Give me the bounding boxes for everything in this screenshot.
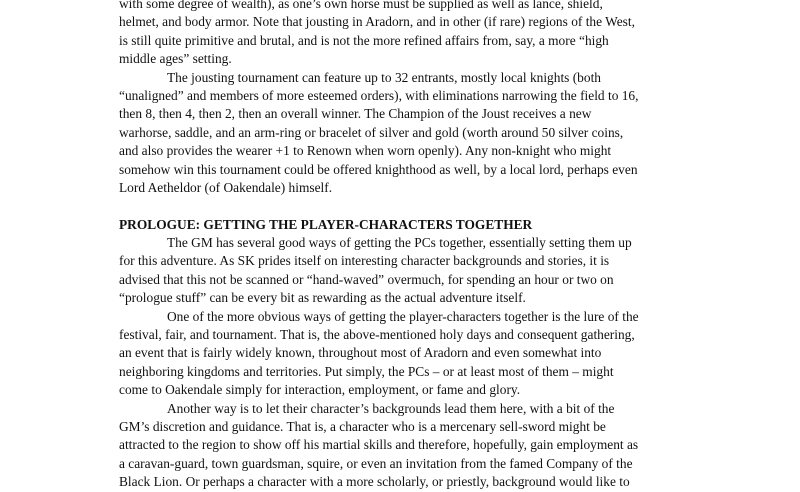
text-line: for this adventure. As SK prides itself on interesting character backgrounds and stories, it is bbox=[119, 253, 610, 269]
text-line: “prologue stuff” can be every bit as rewarding as the actual adventure itself. bbox=[119, 290, 526, 306]
text-line: Another way is to let their character’s backgrounds lead them here, with a bit of the bbox=[167, 400, 615, 416]
text-line: attracted to the region to show off his martial skills and therefore, hopefully, gain employment as bbox=[119, 437, 639, 453]
text-line: The jousting tournament can feature up to 32 entrants, mostly local knights (both bbox=[167, 69, 601, 85]
text-line: then 8, then 4, then 2, then an overall winner. The Champion of the Joust receives a new bbox=[119, 106, 592, 122]
text-line: festival, fair, and tournament. That is, the above-mentioned holy days and consequent gathering, bbox=[119, 327, 635, 343]
text-line: and also provides the wearer +1 to Renown when worn openly). Any non-knight who might bbox=[119, 143, 612, 159]
text-line: middle ages” setting. bbox=[119, 51, 232, 67]
text-line: somehow win this tournament could be offered knighthood as well, by a local lord, perhaps even bbox=[119, 161, 638, 177]
paragraph-spacer bbox=[119, 197, 699, 215]
text-line: GM’s discretion and guidance. That is, a character who is a mercenary sell-sword might be bbox=[119, 418, 606, 434]
paragraph-gm-options bbox=[119, 234, 699, 308]
text-line: Black Lion. Or perhaps a character with a more scholarly, or priestly, background would like to bbox=[119, 474, 630, 490]
text-line: a caravan-guard, town guardsman, squire, or even an invitation from the famed Company of the bbox=[119, 455, 633, 471]
section-heading: PROLOGUE: GETTING THE PLAYER-CHARACTERS TOGETHER bbox=[119, 216, 533, 232]
text-line: an event that is fairly widely known, throughout most of Aradorn and even somewhat into bbox=[119, 345, 602, 361]
text-line: warhorse, saddle, and an arm-ring or bracelet of silver and gold (worth around 50 silver coins, bbox=[119, 124, 624, 140]
text-line: One of the more obvious ways of getting the player-characters together is the lure of the bbox=[167, 308, 639, 324]
text-line: helmet, and body armor. Note that jousting in Aradorn, and in other (if rare) regions of the West, bbox=[119, 14, 635, 30]
text-line: come to Oakendale simply for interaction, employment, or fame and glory. bbox=[119, 382, 521, 398]
paragraph-festival-lure bbox=[119, 308, 699, 400]
paragraph-jousting-tournament bbox=[119, 69, 699, 198]
text-line: is still quite primitive and brutal, and is not the more refined affairs from, say, a more “high bbox=[119, 32, 609, 48]
text-line: with some degree of wealth), as one’s own horse must be supplied as well as lance, shield, bbox=[119, 0, 603, 11]
text-line: advised that this not be scanned or “hand-waved” overmuch, for spending an hour or two on bbox=[119, 271, 614, 287]
text-line: Lord Aetheldor (of Oakendale) himself. bbox=[119, 179, 333, 195]
text-line: The GM has several good ways of getting the PCs together, essentially setting them up bbox=[167, 235, 632, 251]
text-column bbox=[119, 0, 699, 492]
paragraph-character-backgrounds bbox=[119, 400, 699, 492]
text-line: neighboring kingdoms and territories. Put simply, the PCs – or at least most of them – might bbox=[119, 363, 614, 379]
paragraph-jousting-equipment bbox=[119, 0, 699, 69]
text-line: “unaligned” and members of more esteemed orders), with eliminations narrowing the field to 16, bbox=[119, 87, 639, 103]
